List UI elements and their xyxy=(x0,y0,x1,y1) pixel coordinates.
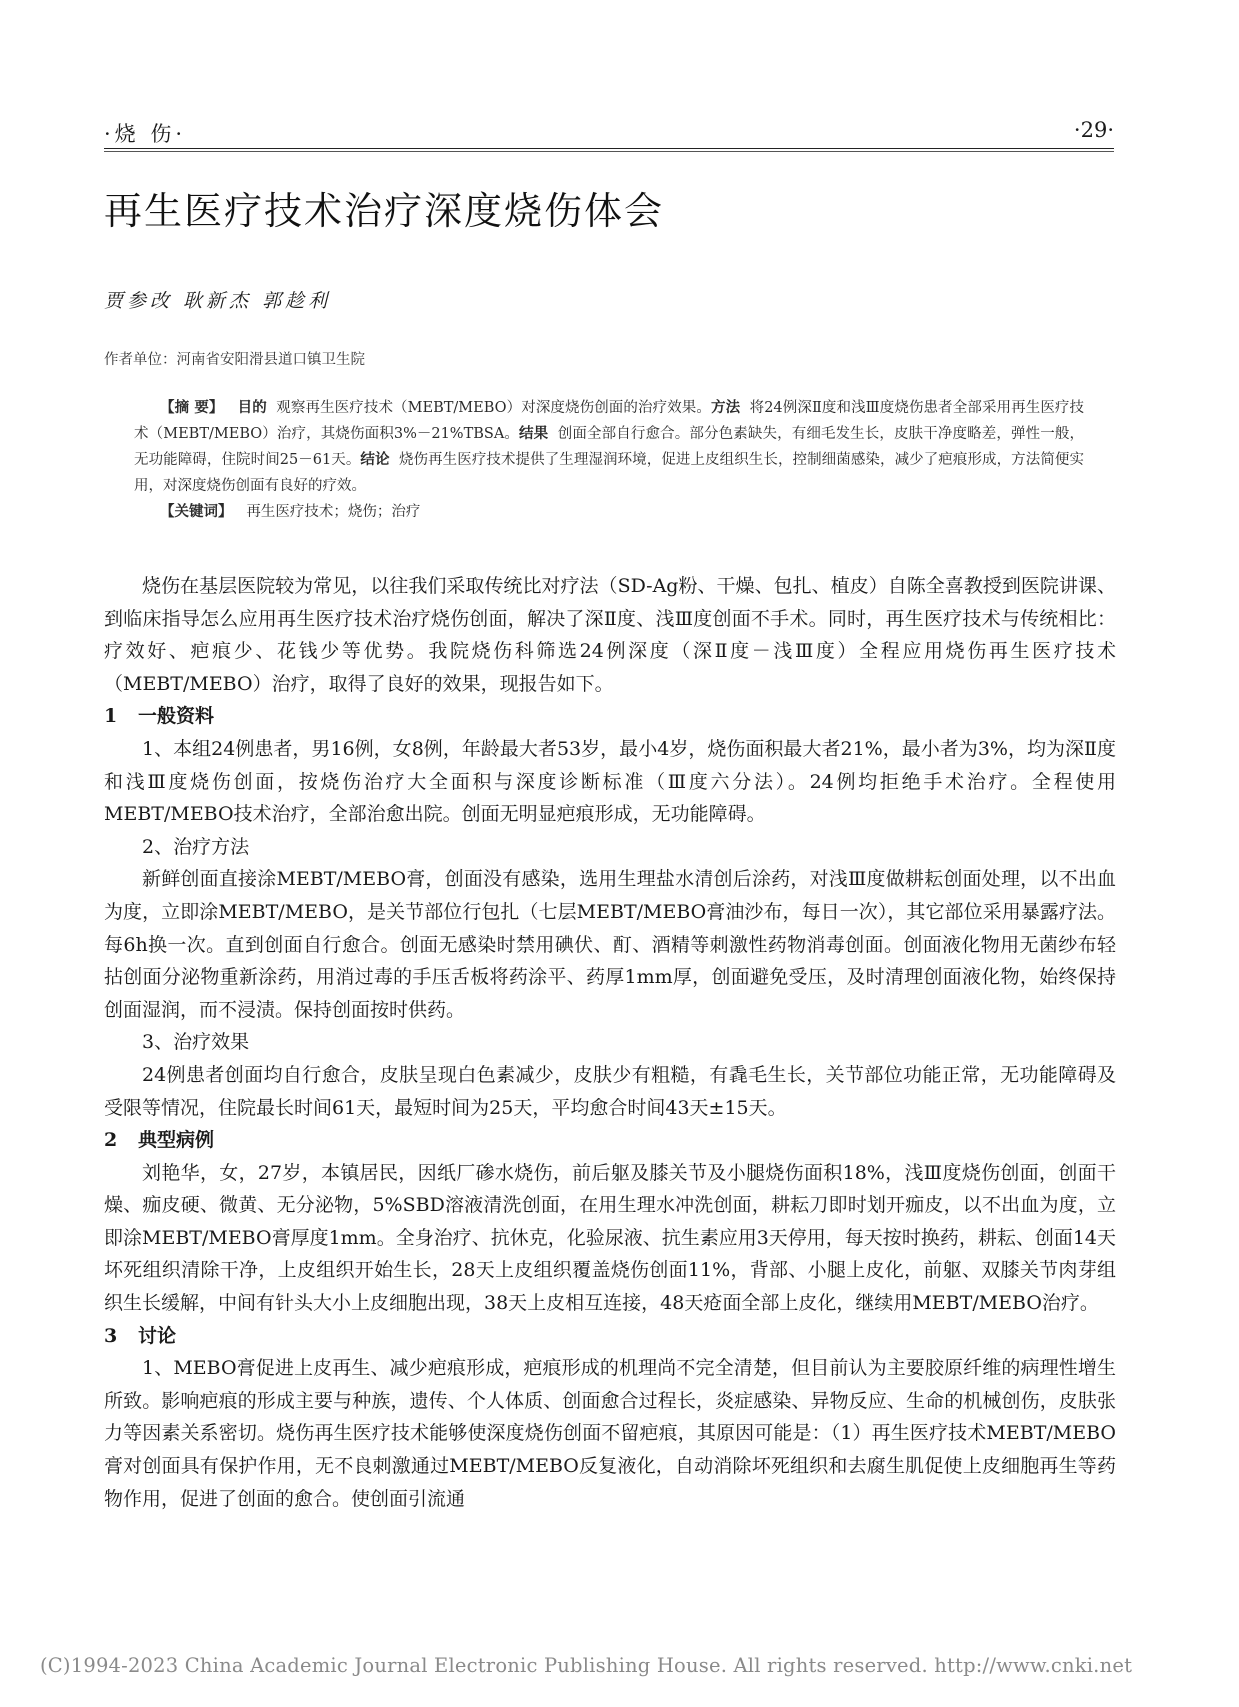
abstract-label: 【摘 要】 xyxy=(160,399,224,416)
section-heading-3 xyxy=(104,1320,1116,1353)
running-header xyxy=(104,118,1114,146)
section-title: 一般资料 xyxy=(138,705,215,728)
section-title: 讨论 xyxy=(138,1324,177,1347)
section-number: 1 xyxy=(104,705,118,728)
article-title: 再生医疗技术治疗深度烧伤体会 xyxy=(104,189,665,233)
section-number: 2 xyxy=(104,1129,118,1152)
paragraph: 刘艳华，女，27岁，本镇居民，因纸厂碜水烧伤，前后躯及膝关节及小腿烧伤面积18%，浅Ⅲ度烧伤创面，创面干燥、痂皮硬、微黄、无分泌物，5%SBD溶液清洗创面，在用生理水冲洗创面，耕耘刀即时划开痂皮，以不出血为度，立即涂MEBT/MEBO膏厚度1mm。全身治疗、抗休克，化验尿液、抗生素应用3天停用，每天按时换药，耕耘、创面14天坏死组织清除干净，上皮组织开始生长，28天上皮组织覆盖烧伤创面11%，背部、小腿上皮化，前躯、双膝关节肉芽组织生长缓解，中间有针头大小上皮细胞出现，38天上皮相互连接，48天疮面全部上皮化，继续用MEBT/MEBO治疗。 xyxy=(104,1161,1116,1315)
keywords: 再生医疗技术；烧伤；治疗 xyxy=(246,504,421,520)
abstract-results: 创面全部自行愈合。部分色素缺失，有细毛发生长，皮肤干净度略差，弹性一般，无功能障碍，住院时间25－61天。 xyxy=(134,426,1085,468)
section-heading-1 xyxy=(104,700,1116,733)
paragraph: 1、MEBO膏促进上皮再生、减少疤痕形成，疤痕形成的机理尚不完全清楚，但目前认为主要胶原纤维的病理性增生所致。影响疤痕的形成主要与种族，遗传、个人体质、创面愈合过程长，炎症感染、异物反应、生命的机械创伤，皮肤张力等因素关系密切。烧伤再生医疗技术能够使深度烧伤创面不留疤痕，其原因可能是：（1）再生医疗技术MEBT/MEBO膏对创面具有保护作用，无不良刺激通过MEBT/MEBO反复液化，自动消除坏死组织和去腐生肌促使上皮细胞再生等药物作用，促进了创面的愈合。使创面引流通 xyxy=(104,1357,1116,1510)
header-rule xyxy=(104,148,1114,149)
paragraph: 1、本组24例患者，男16例，女8例，年龄最大者53岁，最小4岁，烧伤面积最大者21%，最小者为3%，均为深Ⅱ度和浅Ⅲ度烧伤创面，按烧伤治疗大全面积与深度诊断标准（Ⅲ度六分法）。24例均拒绝手术治疗。全程使用MEBT/MEBO技术治疗，全部治愈出院。创面无明显疤痕形成，无功能障碍。 xyxy=(104,737,1116,826)
journal-section: ·烧 伤· xyxy=(104,122,187,146)
article-body xyxy=(104,570,1116,1515)
abstract-methods: 将24例深Ⅱ度和浅Ⅲ度烧伤患者全部采用再生医疗技术（MEBT/MEBO）治疗，其烧伤面积3%－21%TBSA。 xyxy=(134,400,1085,442)
paragraph: 24例患者创面均自行愈合，皮肤呈现白色素减少，皮肤少有粗糙，有毳毛生长，关节部位功能正常，无功能障碍及受限等情况，住院最长时间61天，最短时间为25天，平均愈合时间43天±15天。 xyxy=(104,1063,1116,1119)
keywords-line xyxy=(134,499,1084,525)
abstract xyxy=(134,395,1084,525)
abstract-objective-label: 目的 xyxy=(237,399,267,416)
abstract-objective: 观察再生医疗技术（MEBT/MEBO）对深度烧伤创面的治疗效果。 xyxy=(276,400,711,416)
affiliation: 作者单位：河南省安阳滑县道口镇卫生院 xyxy=(104,352,365,368)
header-rule-thin xyxy=(104,151,1114,152)
abstract-conclusion: 烧伤再生医疗技术提供了生理湿润环境，促进上皮组织生长，控制细菌感染，减少了疤痕形成，方法简便实用，对深度烧伤创面有良好的疗效。 xyxy=(134,452,1084,494)
subheading: 3、治疗效果 xyxy=(142,1031,250,1054)
section-number: 3 xyxy=(104,1324,118,1347)
abstract-methods-label: 方法 xyxy=(710,399,741,416)
section-heading-2 xyxy=(104,1124,1116,1157)
subheading: 2、治疗方法 xyxy=(142,835,250,858)
abstract-conclusion-label: 结论 xyxy=(360,451,390,468)
paragraph: 新鲜创面直接涂MEBT/MEBO膏，创面没有感染，选用生理盐水清创后涂药，对浅Ⅲ度做耕耘创面处理，以不出血为度，立即涂MEBT/MEBO，是关节部位行包扎（七层MEBT/MEBO膏油沙布，每日一次），其它部位采用暴露疗法。每6h换一次。直到创面自行愈合。创面无感染时禁用碘伏、酊、酒精等刺激性药物消毒创面。创面液化物用无菌纱布轻拈创面分泌物重新涂药，用消过毒的手压舌板将药涂平、药厚1mm厚，创面避免受压，及时清理创面液化物，始终保持创面湿润，而不浸渍。保持创面按时供药。 xyxy=(104,868,1116,1021)
page-number: ·29· xyxy=(1073,118,1114,142)
authors: 贾参改 耿新杰 郭趁利 xyxy=(104,290,332,312)
intro-paragraph: 烧伤在基层医院较为常见，以往我们采取传统比对疗法（SD-Ag粉、干燥、包扎、植皮）自陈全喜教授到医院讲课、到临床指导怎么应用再生医疗技术治疗烧伤创面，解决了深Ⅱ度、浅Ⅲ度创面不手术。同时，再生医疗技术与传统相比：疗效好、疤痕少、花钱少等优势。我院烧伤科筛选24例深度（深Ⅱ度－浅Ⅲ度）全程应用烧伤再生医疗技术（MEBT/MEBO）治疗，取得了良好的效果，现报告如下。 xyxy=(104,575,1116,695)
section-title: 典型病例 xyxy=(138,1129,215,1152)
abstract-results-label: 结果 xyxy=(519,425,549,442)
copyright-footer: (C)1994-2023 China Academic Journal Electronic Publishing House. All rights reserved. http://www.cnki.net xyxy=(40,1654,1133,1677)
abstract-text xyxy=(134,395,1084,499)
keywords-label: 【关键词】 xyxy=(160,503,233,520)
